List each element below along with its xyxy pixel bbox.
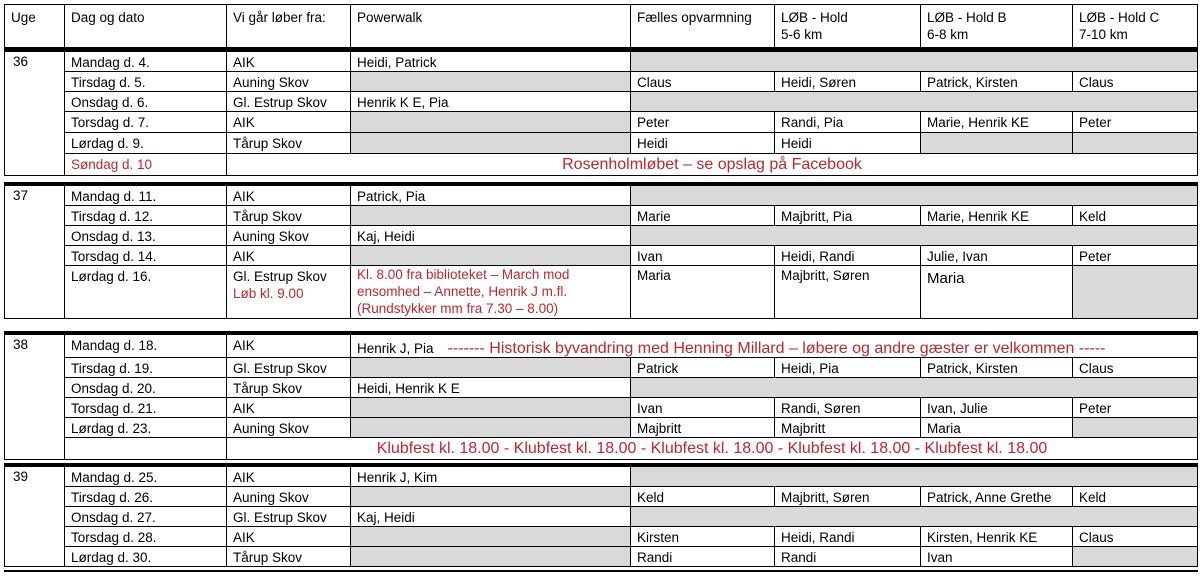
day-cell: Onsdag d. 13. <box>64 226 226 246</box>
a-cell: Heidi, Søren <box>774 72 920 92</box>
day-cell: Lørdag d. 9. <box>64 133 226 154</box>
day-cell: Tirsdag d. 26. <box>64 487 226 507</box>
header-from <box>226 5 350 48</box>
c-cell: Claus <box>1072 358 1198 378</box>
powerwalk-cell: Kaj, Heidi <box>350 226 630 246</box>
b-cell: Julie, Ivan <box>920 246 1072 266</box>
powerwalk-cell <box>350 398 630 418</box>
day-cell: Torsdag d. 21. <box>64 398 226 418</box>
table-row <box>4 438 1198 460</box>
b-cell: Patrick, Anne Grethe <box>920 487 1072 507</box>
b-cell: Patrick, Kirsten <box>920 72 1072 92</box>
header-team-b <box>920 5 1072 48</box>
powerwalk-names: Henrik J, Pia <box>357 341 434 356</box>
b-cell: Marie, Henrik KE <box>920 112 1072 133</box>
day-cell: Lørdag d. 16. <box>64 266 226 319</box>
powerwalk-cell <box>350 527 630 547</box>
from-cell: Auning Skov <box>226 487 350 507</box>
from-cell: Auning Skov <box>226 418 350 438</box>
opv-cell: Ivan <box>630 246 774 266</box>
table-row <box>4 527 1198 547</box>
day-cell: Mandag d. 18. <box>64 335 226 358</box>
day-cell: Lørdag d. 23. <box>64 418 226 438</box>
empty-team-cells <box>630 186 1198 206</box>
header-warmup-label: Fælles opvarmning <box>637 10 752 25</box>
c-cell <box>1072 418 1198 438</box>
empty-team-cells <box>630 52 1198 72</box>
powerwalk-cell: Patrick, Pia <box>350 186 630 206</box>
a-cell: Majbritt, Pia <box>774 206 920 226</box>
from-cell: AIK <box>226 112 350 133</box>
empty-team-cells <box>630 92 1198 112</box>
table-row <box>4 547 1198 567</box>
schedule-table <box>4 4 1198 574</box>
header-team-b-label: LØB - Hold B <box>927 10 1007 25</box>
powerwalk-cell <box>350 72 630 92</box>
header-week <box>4 5 64 48</box>
b-cell: Patrick, Kirsten <box>920 358 1072 378</box>
powerwalk-cell <box>350 133 630 154</box>
start-time-note: Løb kl. 9.00 <box>233 286 304 301</box>
empty-team-cells <box>630 507 1198 527</box>
header-row <box>4 4 1198 48</box>
powerwalk-cell: Kl. 8.00 fra biblioteket – March mod ensomhed – Annette, Henrik J m.fl. (Rundstykker mm fra 7.30 – 8.00) <box>350 266 630 319</box>
c-cell: Keld <box>1072 206 1198 226</box>
header-powerwalk-label: Powerwalk <box>357 10 423 25</box>
table-row <box>4 52 1198 72</box>
week-number: 39 <box>4 467 64 567</box>
opv-cell: Ivan <box>630 398 774 418</box>
table-row <box>4 335 1198 358</box>
powerwalk-cell <box>350 206 630 226</box>
event-banner: Klubfest kl. 18.00 - Klubfest kl. 18.00 - Klubfest kl. 18.00 - Klubfest kl. 18.00 - Klubfest kl. 18.00 <box>226 438 1198 460</box>
b-cell: Maria <box>920 266 1072 319</box>
from-cell <box>226 266 350 319</box>
table-row <box>4 133 1198 154</box>
table-row <box>4 206 1198 226</box>
table-row <box>4 266 1198 319</box>
table-row <box>4 467 1198 487</box>
day-cell: Tirsdag d. 5. <box>64 72 226 92</box>
from-cell: Tårup Skov <box>226 206 350 226</box>
empty-team-cells <box>630 467 1198 487</box>
b-cell: Kirsten, Henrik KE <box>920 527 1072 547</box>
event-note: ------- Historisk byvandring med Henning Millard – løbere og andre gæster er velkommen ----- <box>447 340 1106 357</box>
week-number: 38 <box>4 335 64 460</box>
from-cell: AIK <box>226 467 350 487</box>
b-cell: Ivan <box>920 547 1072 567</box>
table-row <box>4 72 1198 92</box>
opv-cell: Peter <box>630 112 774 133</box>
a-cell: Randi, Pia <box>774 112 920 133</box>
opv-cell: Kirsten <box>630 527 774 547</box>
from-cell: Tårup Skov <box>226 547 350 567</box>
day-cell: Søndag d. 10 <box>64 154 226 176</box>
opv-cell: Patrick <box>630 358 774 378</box>
powerwalk-cell <box>350 112 630 133</box>
opv-cell: Randi <box>630 547 774 567</box>
opv-cell: Marie <box>630 206 774 226</box>
day-cell: Mandag d. 4. <box>64 52 226 72</box>
from-cell: Gl. Estrup Skov <box>226 358 350 378</box>
c-cell: Claus <box>1072 72 1198 92</box>
header-warmup <box>630 5 774 48</box>
c-cell: Peter <box>1072 246 1198 266</box>
table-row <box>4 487 1198 507</box>
a-cell: Majbritt, Søren <box>774 487 920 507</box>
day-cell <box>64 438 226 460</box>
table-row <box>4 378 1198 398</box>
table-bottom-border <box>4 570 1198 572</box>
from-cell: Tårup Skov <box>226 133 350 154</box>
day-cell: Torsdag d. 28. <box>64 527 226 547</box>
day-cell: Torsdag d. 14. <box>64 246 226 266</box>
header-week-label: Uge <box>11 10 36 25</box>
event-banner: Rosenholmløbet – se opslag på Facebook <box>226 154 1198 176</box>
a-cell: Heidi, Randi <box>774 527 920 547</box>
b-cell: Maria <box>920 418 1072 438</box>
week-number: 37 <box>4 186 64 319</box>
table-row <box>4 507 1198 527</box>
table-row <box>4 246 1198 266</box>
table-row <box>4 226 1198 246</box>
day-cell: Torsdag d. 7. <box>64 112 226 133</box>
a-cell: Heidi, Randi <box>774 246 920 266</box>
header-team-b-distance: 6-8 km <box>927 27 969 42</box>
day-cell: Lørdag d. 30. <box>64 547 226 567</box>
a-cell: Randi <box>774 547 920 567</box>
header-team-c-label: LØB - Hold C <box>1079 10 1160 25</box>
from-cell: Auning Skov <box>226 72 350 92</box>
from-cell: Tårup Skov <box>226 378 350 398</box>
powerwalk-cell <box>350 246 630 266</box>
table-row <box>4 398 1198 418</box>
day-cell: Onsdag d. 20. <box>64 378 226 398</box>
table-row <box>4 358 1198 378</box>
c-cell: Peter <box>1072 398 1198 418</box>
day-cell: Tirsdag d. 12. <box>64 206 226 226</box>
from-cell: AIK <box>226 246 350 266</box>
header-team-a-distance: 5-6 km <box>781 27 823 42</box>
opv-cell: Maria <box>630 266 774 319</box>
table-row <box>4 154 1198 176</box>
table-row <box>4 186 1198 206</box>
from-cell: AIK <box>226 398 350 418</box>
c-cell: Claus <box>1072 527 1198 547</box>
header-from-label: Vi går løber fra: <box>233 10 326 25</box>
powerwalk-cell <box>350 487 630 507</box>
day-cell: Mandag d. 25. <box>64 467 226 487</box>
header-team-c <box>1072 5 1198 48</box>
header-team-a <box>774 5 920 48</box>
header-team-c-distance: 7-10 km <box>1079 27 1128 42</box>
week-number: 36 <box>4 52 64 176</box>
powerwalk-cell <box>350 418 630 438</box>
c-cell <box>1072 547 1198 567</box>
powerwalk-cell: Kaj, Heidi <box>350 507 630 527</box>
opv-cell: Majbritt <box>630 418 774 438</box>
opv-cell: Keld <box>630 487 774 507</box>
header-powerwalk <box>350 5 630 48</box>
opv-cell: Claus <box>630 72 774 92</box>
c-cell: Peter <box>1072 112 1198 133</box>
a-cell: Heidi <box>774 133 920 154</box>
from-cell: AIK <box>226 335 350 358</box>
header-team-a-label: LØB - Hold <box>781 10 848 25</box>
c-cell: Keld <box>1072 487 1198 507</box>
powerwalk-cell <box>350 358 630 378</box>
table-row <box>4 418 1198 438</box>
powerwalk-cell: Henrik J, Kim <box>350 467 630 487</box>
b-cell: Marie, Henrik KE <box>920 206 1072 226</box>
from-cell: Gl. Estrup Skov <box>226 507 350 527</box>
day-cell: Onsdag d. 27. <box>64 507 226 527</box>
day-cell: Mandag d. 11. <box>64 186 226 206</box>
powerwalk-cell: Heidi, Henrik K E <box>350 378 630 398</box>
powerwalk-cell <box>350 547 630 567</box>
from-cell: AIK <box>226 186 350 206</box>
empty-team-cells <box>630 378 1198 398</box>
c-cell <box>1072 266 1198 319</box>
from-cell: Gl. Estrup Skov <box>226 92 350 112</box>
location-label: Gl. Estrup Skov <box>233 269 327 284</box>
powerwalk-note-cell <box>350 335 1198 358</box>
day-cell: Onsdag d. 6. <box>64 92 226 112</box>
c-cell <box>1072 133 1198 154</box>
from-cell: AIK <box>226 52 350 72</box>
a-cell: Heidi, Pia <box>774 358 920 378</box>
a-cell: Majbritt, Søren <box>774 266 920 319</box>
a-cell: Randi, Søren <box>774 398 920 418</box>
header-day-label: Dag og dato <box>71 10 145 25</box>
from-cell: Auning Skov <box>226 226 350 246</box>
table-row <box>4 92 1198 112</box>
powerwalk-cell: Heidi, Patrick <box>350 52 630 72</box>
powerwalk-cell: Henrik K E, Pia <box>350 92 630 112</box>
b-cell <box>920 133 1072 154</box>
from-cell: AIK <box>226 527 350 547</box>
header-day <box>64 5 226 48</box>
opv-cell: Heidi <box>630 133 774 154</box>
empty-team-cells <box>630 226 1198 246</box>
a-cell: Majbritt <box>774 418 920 438</box>
b-cell: Ivan, Julie <box>920 398 1072 418</box>
table-row <box>4 112 1198 133</box>
day-cell: Tirsdag d. 19. <box>64 358 226 378</box>
